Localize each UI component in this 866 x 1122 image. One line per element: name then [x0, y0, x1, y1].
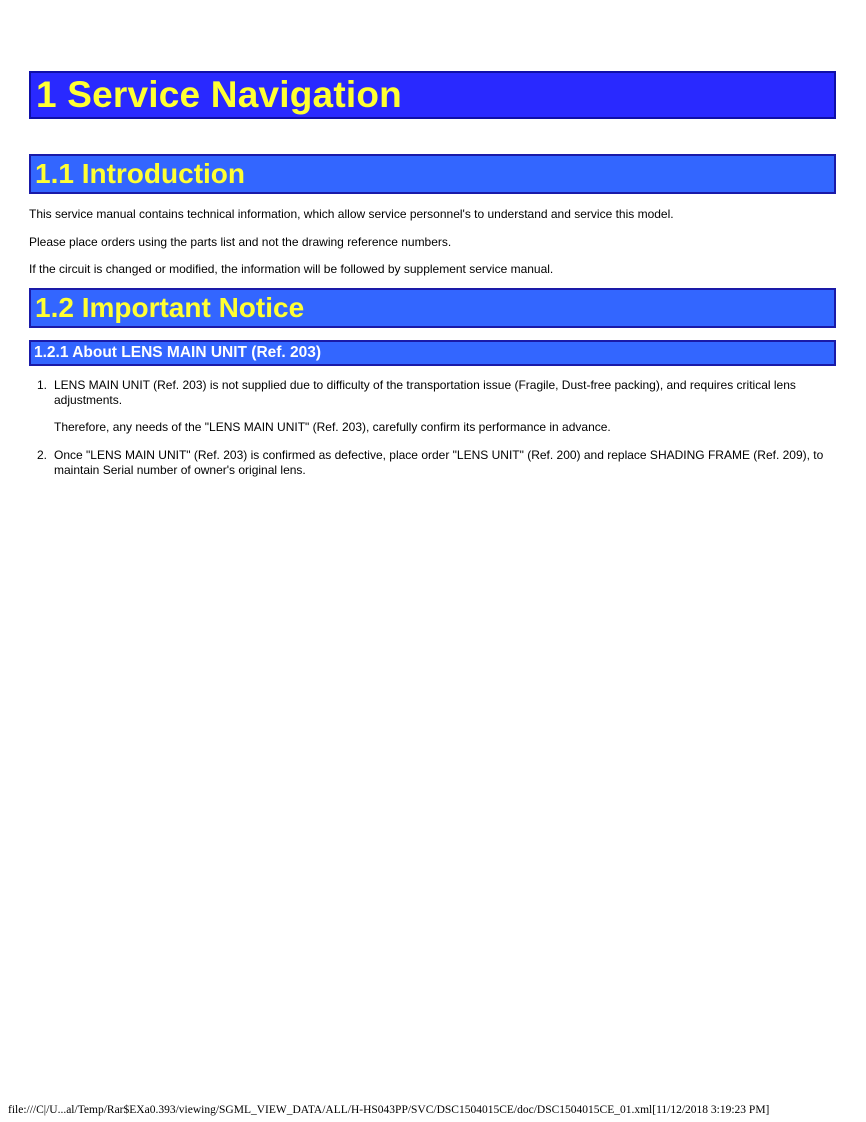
section-heading-important-notice: [29, 288, 836, 328]
section-heading-service-navigation: [29, 71, 836, 119]
section-heading-text: 1 Service Navigation: [36, 74, 402, 115]
section-heading-text: 1.1 Introduction: [35, 158, 245, 189]
list-item-number: 1.: [37, 378, 48, 392]
file-path-footer: file:///C|/U...al/Temp/Rar$EXa0.393/viewing/SGML_VIEW_DATA/ALL/H-HS043PP/SVC/DSC1504015CE/doc/DSC1504015CE_01.xml[11/12/2018 3:19:23 PM]: [8, 1104, 770, 1116]
subsection-heading-lens-main-unit: [29, 340, 836, 366]
intro-paragraph: Please place orders using the parts list and not the drawing reference numbers.: [29, 235, 452, 249]
subsection-heading-text: 1.2.1 About LENS MAIN UNIT (Ref. 203): [34, 344, 322, 361]
list-item-text: Once "LENS MAIN UNIT" (Ref. 203) is confirmed as defective, place order "LENS UNIT" (Ref. 200) and replace SHADING FRAME (Ref. 209), to maintain Serial number of owner's original lens.: [54, 448, 824, 477]
intro-paragraph: If the circuit is changed or modified, the information will be followed by supplement service manual.: [29, 262, 554, 276]
section-heading-introduction: [29, 154, 836, 194]
list-item-text: LENS MAIN UNIT (Ref. 203) is not supplied due to difficulty of the transportation issue (Fragile, Dust-free packing), and requires critical lens adjustments.: [54, 378, 796, 407]
section-heading-text: 1.2 Important Notice: [35, 292, 305, 323]
list-item-subtext: Therefore, any needs of the "LENS MAIN UNIT" (Ref. 203), carefully confirm its performance in advance.: [54, 420, 611, 434]
intro-paragraph: This service manual contains technical information, which allow service personnel's to understand and service this model.: [29, 207, 674, 221]
list-item-number: 2.: [37, 448, 48, 462]
